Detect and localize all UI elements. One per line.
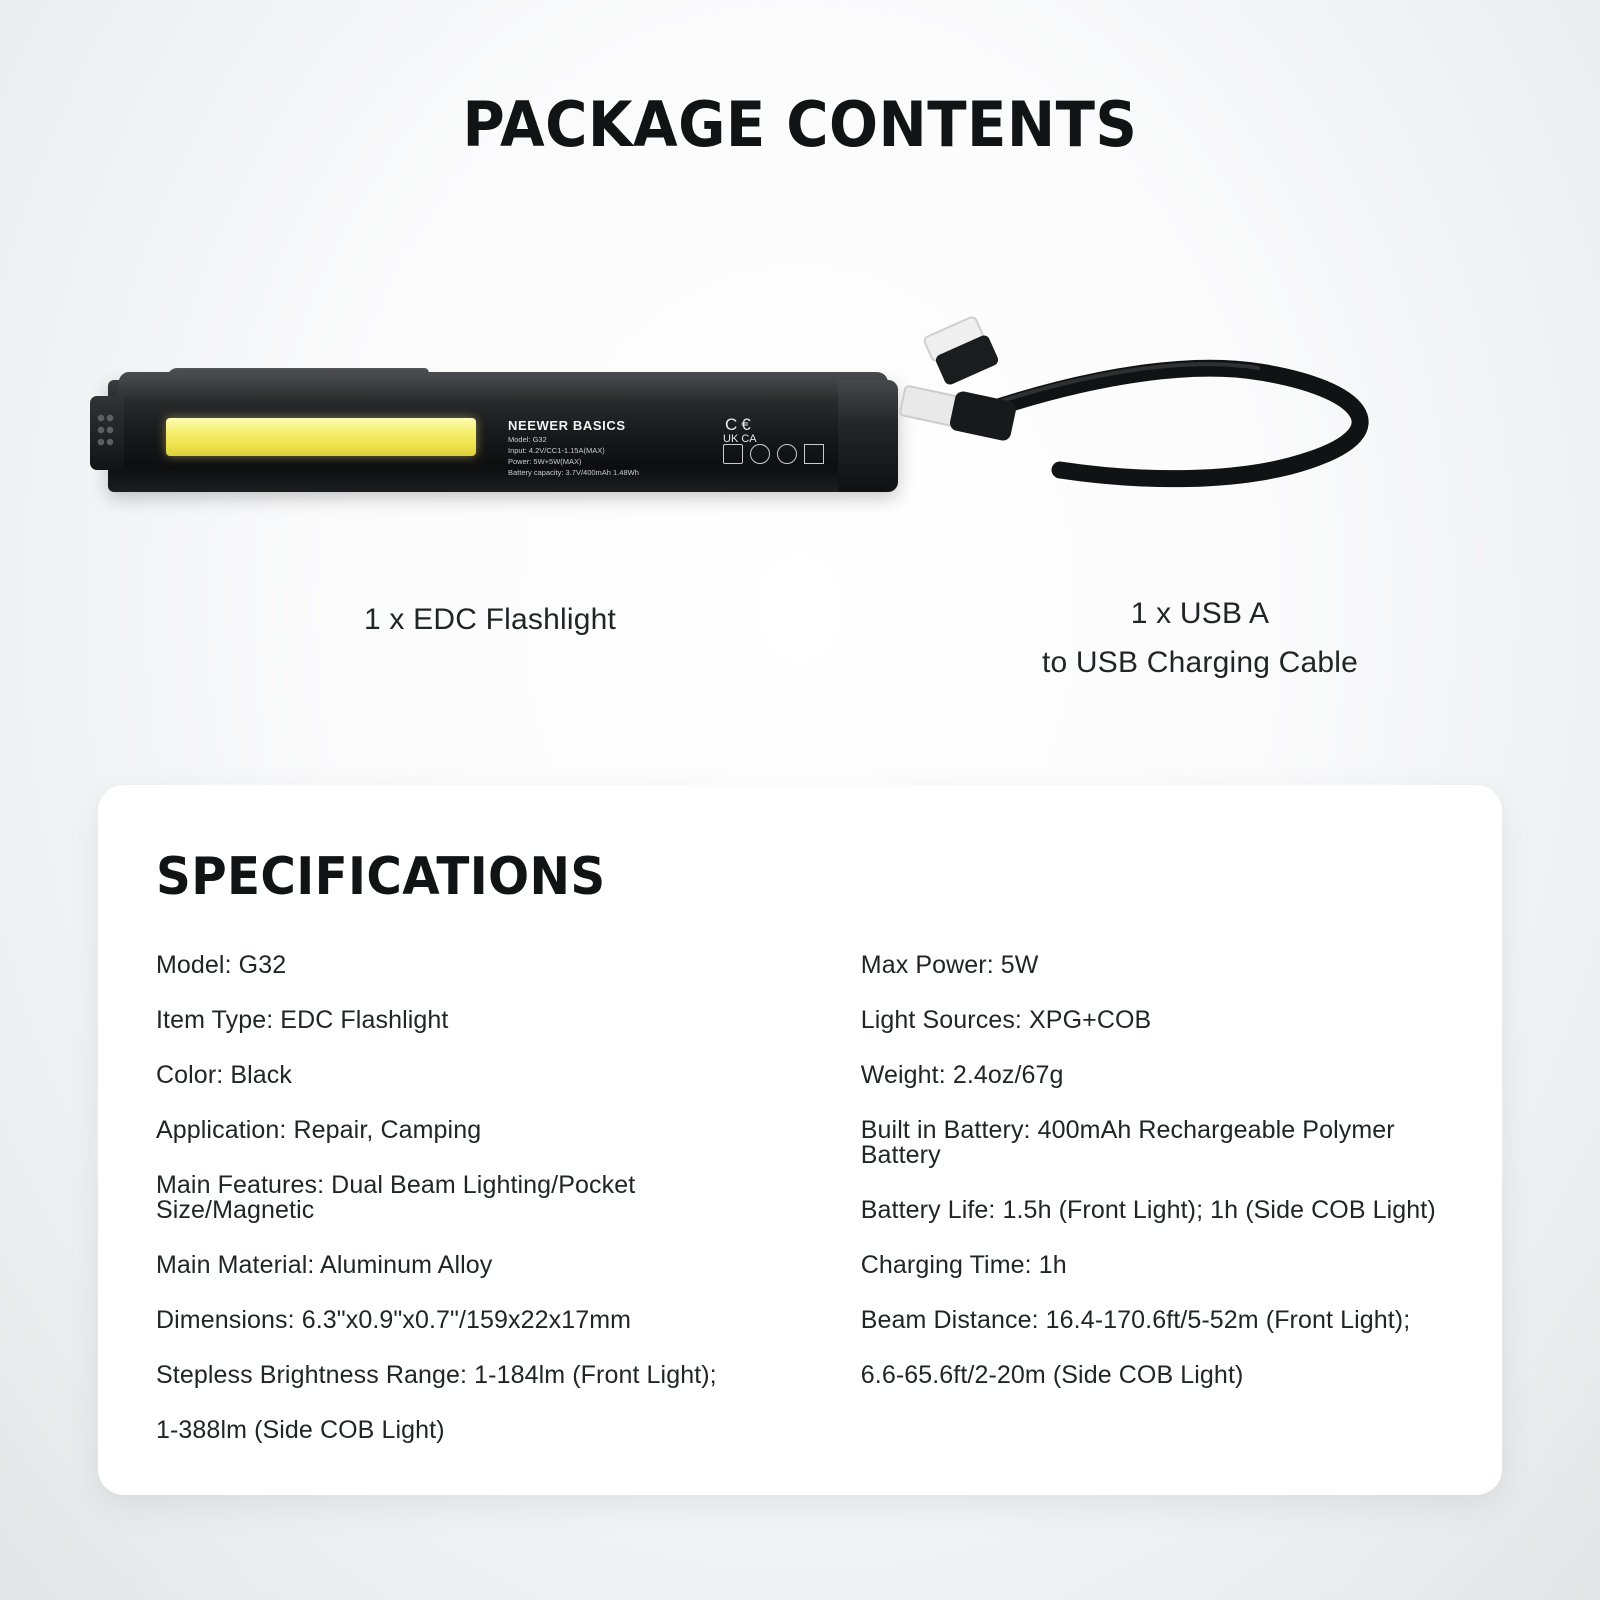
cable-image — [840, 300, 1560, 590]
spec-item: Built in Battery: 400mAh Rechargeable Polymer Battery — [860, 1116, 1395, 1169]
spec-item: Beam Distance: 16.4-170.6ft/5-52m (Front Light); — [860, 1306, 1411, 1334]
flashlight-cob-light — [166, 418, 476, 456]
usb-a-connector-icon — [900, 385, 1018, 442]
compliance-symbols — [723, 444, 824, 464]
spec-item: Dimensions: 6.3"x0.9"x0.7"/159x22x17mm — [156, 1306, 632, 1334]
flashlight-brand-text: NEEWER BASICS — [508, 418, 626, 433]
spec-item: 1-388lm (Side COB Light) — [156, 1416, 445, 1444]
spec-item: Light Sources: XPG+COB — [860, 1006, 1152, 1034]
specifications-left-column — [156, 953, 795, 1473]
flashlight-label-line-1: Model: G32 — [508, 435, 547, 445]
flashlight-label-line-4: Battery capacity: 3.7V/400mAh 1.48Wh — [508, 467, 639, 477]
certification-marks — [723, 416, 757, 445]
spec-item: Stepless Brightness Range: 1-184lm (Front Light); — [156, 1361, 717, 1389]
spec-item: Model: G32 — [156, 951, 287, 979]
spec-item: Charging Time: 1h — [860, 1251, 1067, 1279]
spec-item: Item Type: EDC Flashlight — [156, 1006, 449, 1034]
flashlight-head-dots-icon — [96, 412, 116, 452]
cable-wire — [960, 368, 1360, 478]
flashlight-printed-label — [508, 418, 888, 478]
page-title: PACKAGE CONTENTS — [462, 88, 1138, 161]
cable-caption-line2: to USB Charging Cable — [1041, 645, 1359, 679]
flashlight-top-bevel — [115, 372, 891, 398]
spec-item: Main Features: Dual Beam Lighting/Pocket Size/Magnetic — [156, 1171, 636, 1224]
package-item-usb-cable — [840, 300, 1560, 687]
ukca-mark-icon: UK CA — [723, 433, 757, 445]
spec-item: Main Material: Aluminum Alloy — [156, 1251, 493, 1279]
spec-item: Battery Life: 1.5h (Front Light); 1h (Side COB Light) — [860, 1196, 1436, 1224]
house-symbol-icon — [723, 444, 743, 464]
recycle-arrows-icon — [777, 444, 797, 464]
flashlight-caption: 1 x EDC Flashlight — [363, 603, 617, 636]
spec-item: Weight: 2.4oz/67g — [860, 1061, 1064, 1089]
spec-item: Max Power: 5W — [860, 951, 1039, 979]
recycle-symbol-icon — [750, 444, 770, 464]
flashlight-image — [60, 300, 920, 590]
specifications-title: SPECIFICATIONS — [156, 847, 606, 907]
spec-item: Application: Repair, Camping — [156, 1116, 482, 1144]
usb-c-connector-icon — [923, 316, 1000, 387]
spec-item: 6.6-65.6ft/2-20m (Side COB Light) — [860, 1361, 1244, 1389]
cable-caption-line1: 1 x USB A — [1130, 597, 1270, 630]
specifications-columns — [156, 953, 1444, 1473]
package-contents-section — [0, 300, 1600, 720]
package-item-edc-flashlight — [60, 300, 920, 645]
spec-item: Color: Black — [156, 1061, 292, 1089]
specifications-card — [98, 785, 1502, 1495]
ce-mark-icon: C€ — [724, 415, 755, 434]
flashlight-illustration — [108, 372, 898, 500]
flashlight-label-line-2: Input: 4.2V/CC1-1.15A(MAX) — [508, 446, 605, 456]
weee-bin-icon — [804, 444, 824, 464]
flashlight-label-line-3: Power: 5W+5W(MAX) — [508, 457, 582, 467]
specifications-right-column — [805, 953, 1444, 1473]
usb-cable-illustration — [840, 310, 1560, 560]
